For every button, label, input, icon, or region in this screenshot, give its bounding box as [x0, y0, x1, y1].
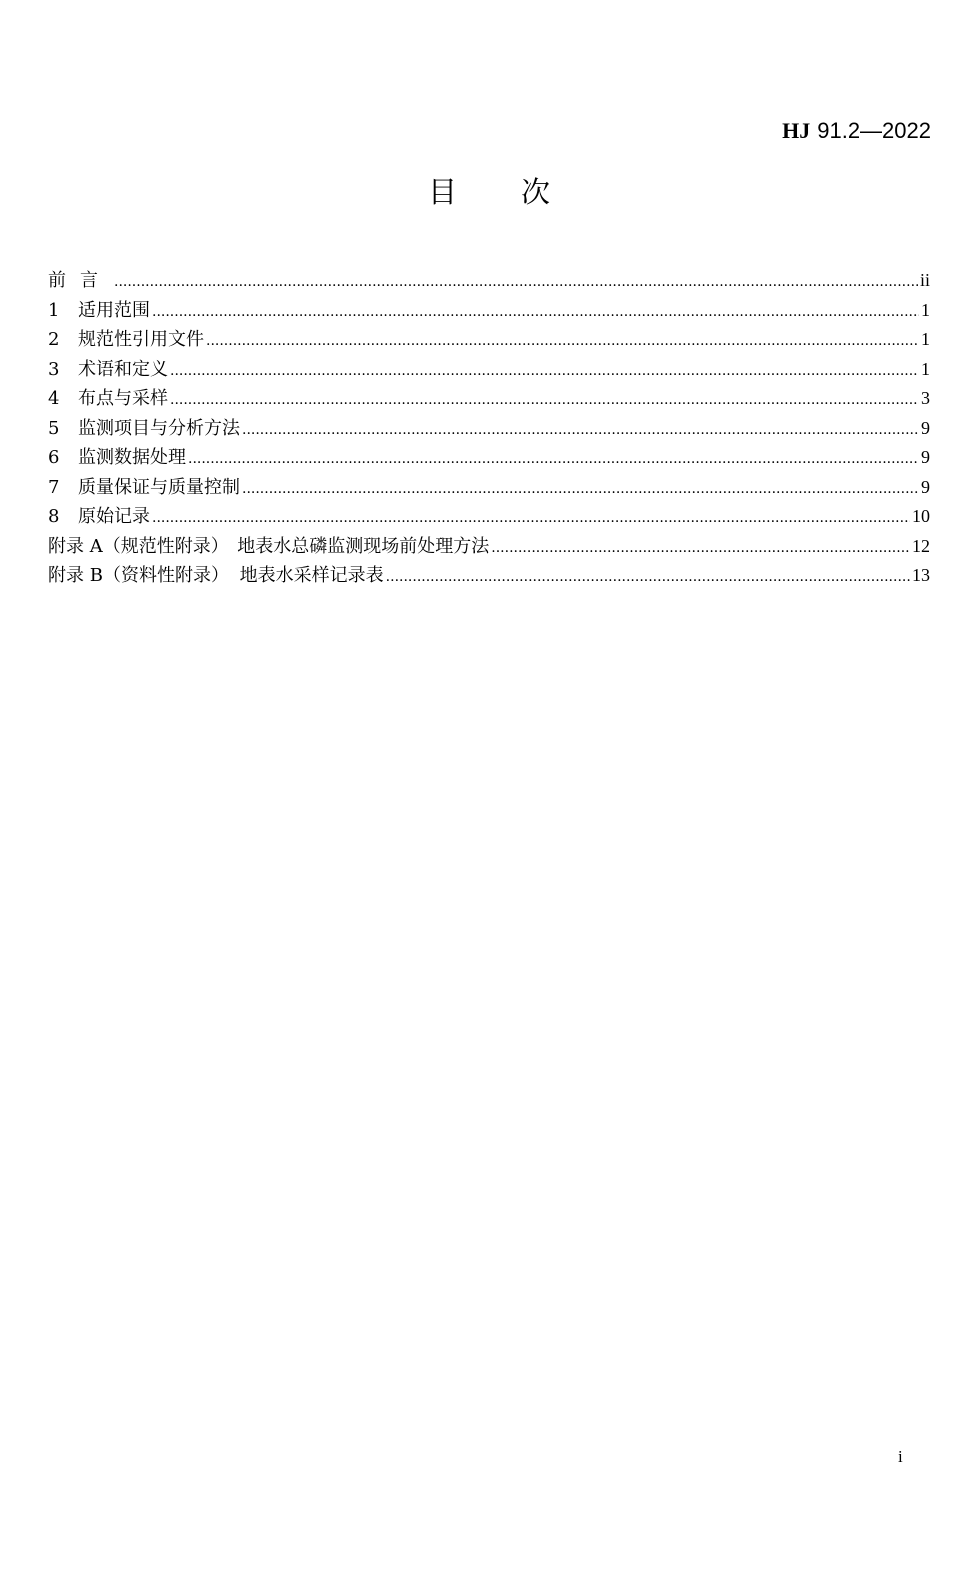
- toc-leader-dots: [114, 268, 918, 298]
- toc-entry-number: 8: [48, 506, 60, 527]
- toc-entry-number: 6: [48, 447, 60, 468]
- toc-entry-page: 10: [912, 506, 930, 526]
- toc-entry-label: 适用范围: [78, 299, 150, 321]
- toc-entry-label: 原始记录: [78, 506, 150, 527]
- toc-leader-dots: [188, 445, 919, 475]
- toc-entry-number: 7: [48, 476, 60, 498]
- toc-entry-page: ii: [919, 270, 930, 290]
- toc-entry-page: 13: [912, 565, 930, 585]
- toc-entry-page: 9: [921, 447, 930, 467]
- toc-entry-page: 1: [921, 329, 930, 349]
- toc-entry-terms[interactable]: [48, 355, 930, 385]
- toc-entry-label: 术语和定义: [78, 358, 168, 380]
- toc-entry-label: 质量保证与质量控制: [78, 476, 240, 498]
- toc-leader-dots: [152, 504, 910, 534]
- page-number: i: [898, 1447, 903, 1466]
- standard-code-number: 91.2—2022: [817, 118, 931, 143]
- toc-entry-records[interactable]: [48, 502, 930, 532]
- toc-entry-label: 前言: [48, 270, 112, 291]
- toc-leader-dots: [242, 475, 919, 505]
- toc-entry-subtitle: 地表水总磷监测现场前处理方法: [237, 535, 490, 557]
- toc-entry-number: 3: [48, 358, 60, 380]
- toc-entry-quality-control[interactable]: [48, 473, 930, 503]
- standard-code: [782, 117, 931, 146]
- toc-leader-dots: [152, 298, 919, 328]
- toc-entry-number: 4: [48, 388, 60, 409]
- toc-entry-label: 附录 A（规范性附录）: [48, 535, 229, 557]
- toc-entry-label: 布点与采样: [78, 388, 168, 409]
- toc-entry-scope[interactable]: [48, 296, 930, 326]
- toc-entry-page: 3: [921, 388, 930, 408]
- toc-entry-data-processing[interactable]: [48, 443, 930, 473]
- toc-entry-label: 监测项目与分析方法: [78, 417, 240, 439]
- toc-leader-dots: [170, 357, 919, 387]
- toc-entry-annex-a[interactable]: [48, 532, 930, 562]
- toc-entry-number: 2: [48, 329, 60, 350]
- toc-entry-foreword[interactable]: [48, 266, 930, 296]
- toc-entry-label: 附录 B（资料性附录）: [48, 565, 229, 586]
- toc-entry-page: 1: [921, 358, 930, 379]
- toc-leader-dots: [170, 386, 919, 416]
- toc-entry-sampling[interactable]: [48, 384, 930, 414]
- toc-entry-page: 9: [921, 476, 930, 497]
- toc-entry-number: 5: [48, 417, 60, 439]
- toc-title: 目 次: [427, 175, 552, 209]
- toc-entry-normative-references[interactable]: [48, 325, 930, 355]
- toc-leader-dots: [206, 327, 919, 357]
- toc-entry-label: 规范性引用文件: [78, 329, 204, 350]
- toc-leader-dots: [386, 563, 910, 593]
- toc-leader-dots: [242, 416, 919, 446]
- toc-entry-label: 监测数据处理: [78, 447, 186, 468]
- toc-entry-methods[interactable]: [48, 414, 930, 444]
- table-of-contents: [48, 266, 930, 591]
- toc-leader-dots: [491, 534, 910, 564]
- toc-entry-number: 1: [48, 299, 60, 321]
- toc-entry-page: 1: [921, 299, 930, 320]
- toc-entry-subtitle: 地表水采样记录表: [239, 565, 384, 586]
- toc-entry-annex-b[interactable]: [48, 561, 930, 591]
- standard-code-prefix: HJ: [782, 118, 811, 143]
- toc-entry-page: 9: [921, 417, 930, 438]
- toc-entry-page: 12: [912, 535, 930, 556]
